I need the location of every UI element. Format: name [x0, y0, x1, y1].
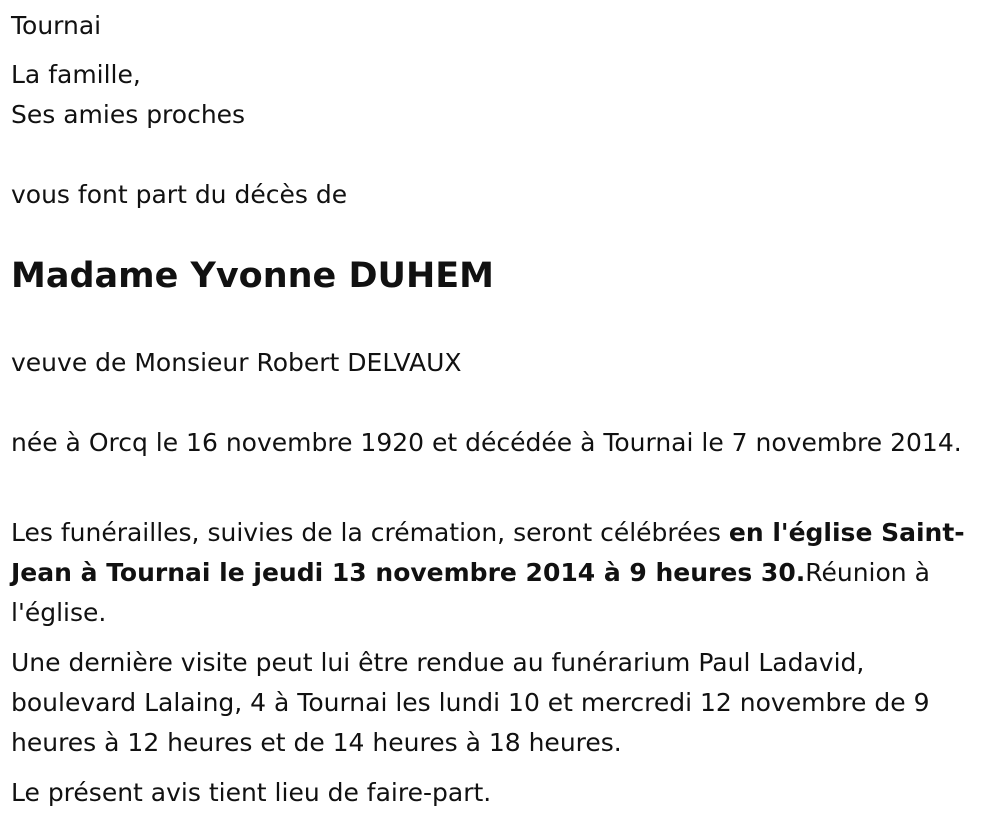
city-header: Tournai — [11, 11, 102, 40]
announcement-text: vous font part du décès de — [11, 180, 348, 209]
family-line: La famille, — [11, 60, 141, 89]
visit-text: Une dernière visite peut lui être rendue au funérarium Paul Ladavid, boulevard Lalaing, 4 à Tournai les lundi 10 et mercredi 12 novembre de 9 heures à 12 heures et de 14 heures à 18 heures. — [11, 648, 930, 757]
family-line: Ses amies proches — [11, 100, 246, 129]
closing-text: Le présent avis tient lieu de faire-part. — [11, 778, 492, 807]
funeral-outro: Réunion à l'église. — [11, 558, 930, 627]
spouse-text: veuve de Monsieur Robert DELVAUX — [11, 348, 462, 377]
funeral-text — [11, 513, 986, 633]
funeral-intro: Les funérailles, suivies de la crémation, seront célébrées — [11, 518, 729, 547]
birth-death-text: née à Orcq le 16 novembre 1920 et décédée à Tournai le 7 novembre 2014. — [11, 428, 962, 457]
funeral-details: en l'église Saint-Jean à Tournai le jeudi 13 novembre 2014 à 9 heures 30. — [11, 518, 965, 587]
deceased-name: Madame Yvonne DUHEM — [11, 256, 494, 296]
